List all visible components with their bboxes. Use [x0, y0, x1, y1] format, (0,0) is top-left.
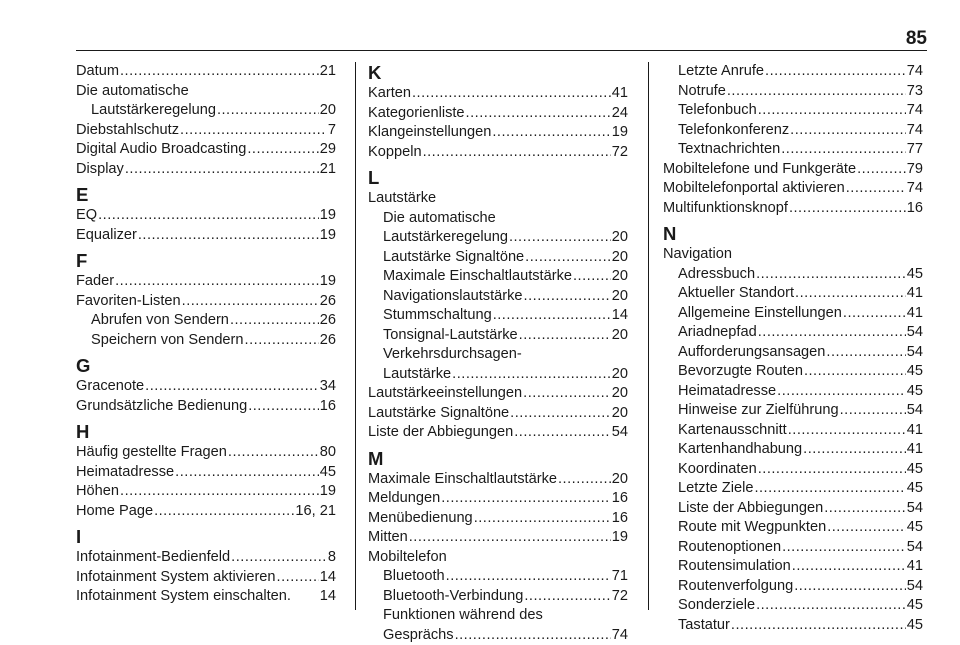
index-page-ref: 20: [612, 248, 628, 268]
index-entry-text: Gracenote: [76, 377, 144, 397]
index-heading-line: Navigation: [663, 245, 923, 265]
index-entry[interactable]: [663, 121, 923, 141]
index-entry[interactable]: [663, 82, 923, 102]
index-entry-text: Lautstärkeregelung: [383, 228, 508, 248]
index-leader-dots: [758, 323, 906, 343]
index-page-ref: 20: [612, 365, 628, 385]
index-leader-dots: [781, 140, 906, 160]
index-entry[interactable]: [368, 384, 628, 404]
index-entry-text: Heimatadresse: [678, 382, 776, 402]
index-page-ref: 74: [907, 121, 923, 141]
index-leader-dots: [180, 121, 327, 141]
index-page-ref: 41: [907, 440, 923, 460]
index-entry-text: Mobiltelefonportal aktivieren: [663, 179, 845, 199]
index-leader-dots: [466, 104, 611, 124]
index-letter-heading: I: [76, 526, 336, 548]
index-heading-line: Lautstärke: [368, 189, 628, 209]
index-page-ref: 73: [907, 82, 923, 102]
index-page-ref: 45: [907, 265, 923, 285]
index-page-ref: 24: [612, 104, 628, 124]
header-rule: [76, 50, 927, 51]
index-page-ref: 20: [612, 267, 628, 287]
index-entry-text: Digital Audio Broadcasting: [76, 140, 246, 160]
index-leader-dots: [412, 84, 611, 104]
index-entry-text: EQ: [76, 206, 97, 226]
index-page-ref: 41: [907, 421, 923, 441]
index-entry-text: Lautstärkeeinstellungen: [368, 384, 522, 404]
index-page-ref: 54: [907, 499, 923, 519]
index-leader-dots: [441, 489, 611, 509]
index-entry-text: Aktueller Standort: [678, 284, 794, 304]
index-entry-text: Multifunktionsknopf: [663, 199, 788, 219]
index-entry[interactable]: [76, 311, 336, 331]
index-leader-dots: [846, 179, 906, 199]
index-leader-dots: [525, 248, 611, 268]
index-leader-dots: [758, 101, 906, 121]
index-entry[interactable]: [368, 123, 628, 143]
index-entry[interactable]: [663, 284, 923, 304]
index-letter-heading: M: [368, 448, 628, 470]
index-leader-dots: [789, 199, 906, 219]
index-page-ref: 16: [320, 397, 336, 417]
index-leader-dots: [455, 626, 611, 645]
index-entry[interactable]: [663, 616, 923, 636]
index-leader-dots: [423, 143, 611, 163]
index-entry[interactable]: [76, 377, 336, 397]
index-page-ref: 54: [612, 423, 628, 443]
index-entry-text: Aufforderungsansagen: [678, 343, 825, 363]
index-entry[interactable]: [663, 343, 923, 363]
index-leader-dots: [474, 509, 611, 529]
index-entry[interactable]: [663, 362, 923, 382]
index-entry-text: Klangeinstellungen: [368, 123, 491, 143]
index-page-ref: 26: [320, 311, 336, 331]
index-leader-dots: [523, 384, 611, 404]
index-page-ref: 54: [907, 577, 923, 597]
index-page-ref: 74: [907, 179, 923, 199]
index-page-ref: 54: [907, 401, 923, 421]
index-entry-text: Mobiltelefone und Funkgeräte: [663, 160, 856, 180]
index-entry-text: Grundsätzliche Bedienung: [76, 397, 247, 417]
index-heading-line: Funktionen während des: [368, 606, 628, 626]
index-entry-text: Datum: [76, 62, 119, 82]
index-leader-dots: [228, 443, 319, 463]
index-entry[interactable]: [76, 140, 336, 160]
index-column-3: [663, 62, 923, 635]
index-page-ref: 19: [320, 226, 336, 246]
index-page-ref: 26: [320, 292, 336, 312]
index-page-ref: 14: [612, 306, 628, 326]
index-entry[interactable]: [368, 567, 628, 587]
index-page-ref: 41: [907, 304, 923, 324]
index-page-ref: 20: [612, 287, 628, 307]
index-leader-dots: [115, 272, 319, 292]
index-page-ref: 7: [328, 121, 336, 141]
index-entry[interactable]: [663, 479, 923, 499]
index-entry[interactable]: [76, 226, 336, 246]
index-entry[interactable]: [76, 463, 336, 483]
index-entry[interactable]: [663, 62, 923, 82]
index-entry-text: Tonsignal-Lautstärke: [383, 326, 518, 346]
index-leader-dots: [120, 482, 319, 502]
column-divider: [355, 62, 356, 610]
index-leader-dots: [492, 123, 610, 143]
index-entry-text: Allgemeine Einstellungen: [678, 304, 842, 324]
index-entry-text: Lautstärke: [383, 365, 451, 385]
index-entry[interactable]: [76, 272, 336, 292]
index-leader-dots: [758, 460, 906, 480]
index-entry[interactable]: [76, 292, 336, 312]
index-entry-text: Stummschaltung: [383, 306, 492, 326]
index-entry-text: Liste der Abbiegungen: [678, 499, 823, 519]
index-entry[interactable]: [368, 489, 628, 509]
index-leader-dots: [98, 206, 319, 226]
index-entry[interactable]: [368, 365, 628, 385]
index-leader-dots: [777, 382, 906, 402]
index-page-ref: 79: [907, 160, 923, 180]
index-entry-text: Kartenhandhabung: [678, 440, 802, 460]
index-leader-dots: [524, 287, 611, 307]
index-entry-text: Kartenausschnitt: [678, 421, 787, 441]
index-leader-dots: [840, 401, 906, 421]
index-leader-dots: [524, 587, 610, 607]
index-leader-dots: [145, 377, 319, 397]
index-entry[interactable]: [368, 287, 628, 307]
index-page-ref: 74: [907, 101, 923, 121]
index-entry-text: Display: [76, 160, 124, 180]
index-entry-text: Fader: [76, 272, 114, 292]
index-page-ref: 19: [320, 482, 336, 502]
index-leader-dots: [493, 306, 611, 326]
index-leader-dots: [857, 160, 906, 180]
index-entry-text: Home Page: [76, 502, 153, 522]
index-page-ref: 45: [907, 596, 923, 616]
index-entry-text: Häufig gestellte Fragen: [76, 443, 227, 463]
index-leader-dots: [231, 548, 327, 568]
index-entry[interactable]: [368, 470, 628, 490]
index-entry-text: Letzte Anrufe: [678, 62, 764, 82]
index-entry[interactable]: [368, 423, 628, 443]
index-entry-text: Sonderziele: [678, 596, 755, 616]
index-page-ref: 20: [320, 101, 336, 121]
index-entry-text: Maximale Einschaltlautstärke: [368, 470, 557, 490]
index-heading-line: Mobiltelefon: [368, 548, 628, 568]
index-entry-text: Koordinaten: [678, 460, 757, 480]
index-page-ref: 16: [612, 509, 628, 529]
index-entry[interactable]: [663, 460, 923, 480]
index-leader-dots: [120, 62, 319, 82]
index-entry-text: Notrufe: [678, 82, 726, 102]
index-entry[interactable]: [76, 397, 336, 417]
index-leader-dots: [138, 226, 319, 246]
index-entry[interactable]: [663, 179, 923, 199]
index-page-ref: 74: [907, 62, 923, 82]
index-page-ref: 14: [320, 587, 336, 607]
index-entry[interactable]: [76, 331, 336, 351]
index-entry[interactable]: [368, 626, 628, 645]
index-entry-text: Bluetooth: [383, 567, 445, 587]
index-leader-dots: [765, 62, 906, 82]
index-page-ref: 45: [320, 463, 336, 483]
index-entry[interactable]: [76, 121, 336, 141]
index-entry[interactable]: [76, 587, 336, 607]
index-page-ref: 71: [612, 567, 628, 587]
index-page-ref: 34: [320, 377, 336, 397]
index-entry[interactable]: [663, 304, 923, 324]
index-entry-text: Höhen: [76, 482, 119, 502]
index-entry-text: Equalizer: [76, 226, 137, 246]
index-page-ref: 19: [612, 123, 628, 143]
index-page-ref: 8: [328, 548, 336, 568]
index-entry[interactable]: [76, 206, 336, 226]
index-entry[interactable]: [76, 160, 336, 180]
index-page-ref: 72: [612, 587, 628, 607]
index-leader-dots: [756, 265, 906, 285]
index-entry-text: Lautstärke Signaltöne: [368, 404, 509, 424]
index-page-ref: 41: [612, 84, 628, 104]
index-page-ref: 19: [612, 528, 628, 548]
index-entry[interactable]: [368, 528, 628, 548]
index-entry-text: Ariadnepfad: [678, 323, 757, 343]
index-page-ref: 16, 21: [295, 502, 336, 522]
index-leader-dots: [731, 616, 906, 636]
index-heading-line: Die automatische: [368, 209, 628, 229]
index-leader-dots: [217, 101, 319, 121]
index-letter-heading: L: [368, 167, 628, 189]
index-leader-dots: [558, 470, 611, 490]
index-leader-dots: [125, 160, 319, 180]
index-entry-text: Koppeln: [368, 143, 422, 163]
index-entry[interactable]: [663, 557, 923, 577]
index-entry-text: Routenoptionen: [678, 538, 781, 558]
index-page-ref: 26: [320, 331, 336, 351]
index-entry-text: Hinweise zur Zielführung: [678, 401, 839, 421]
index-page-ref: 45: [907, 518, 923, 538]
index-page-ref: 41: [907, 557, 923, 577]
index-leader-dots: [794, 577, 906, 597]
index-entry-text: Telefonbuch: [678, 101, 757, 121]
index-entry[interactable]: [663, 499, 923, 519]
index-entry[interactable]: [663, 538, 923, 558]
index-page-ref: 20: [612, 470, 628, 490]
index-leader-dots: [782, 538, 906, 558]
index-leader-dots: [182, 292, 319, 312]
index-entry-text: Adressbuch: [678, 265, 755, 285]
index-entry[interactable]: [663, 265, 923, 285]
index-letter-heading: E: [76, 184, 336, 206]
index-entry-text: Bevorzugte Routen: [678, 362, 803, 382]
index-entry[interactable]: [76, 443, 336, 463]
index-entry-text: Routensimulation: [678, 557, 791, 577]
index-page-ref: 21: [320, 62, 336, 82]
index-leader-dots: [826, 343, 905, 363]
index-entry-text: Lautstärke Signaltöne: [383, 248, 524, 268]
index-entry-text: Favoriten-Listen: [76, 292, 181, 312]
index-leader-dots: [788, 421, 906, 441]
index-entry[interactable]: [368, 143, 628, 163]
index-entry[interactable]: [663, 101, 923, 121]
index-page-ref: 20: [612, 228, 628, 248]
index-leader-dots: [409, 528, 611, 548]
index-leader-dots: [754, 479, 905, 499]
index-entry[interactable]: [663, 140, 923, 160]
index-page-ref: 80: [320, 443, 336, 463]
index-page-ref: 19: [320, 206, 336, 226]
index-entry[interactable]: [368, 306, 628, 326]
index-page-ref: 45: [907, 460, 923, 480]
index-leader-dots: [446, 567, 611, 587]
index-letter-heading: K: [368, 62, 628, 84]
index-leader-dots: [843, 304, 906, 324]
index-entry-text: Infotainment-Bedienfeld: [76, 548, 230, 568]
index-entry[interactable]: [76, 62, 336, 82]
index-page-ref: 77: [907, 140, 923, 160]
index-entry-text: Letzte Ziele: [678, 479, 753, 499]
index-entry[interactable]: [368, 587, 628, 607]
index-entry[interactable]: [368, 267, 628, 287]
index-letter-heading: N: [663, 223, 923, 245]
index-leader-dots: [804, 362, 906, 382]
index-leader-dots: [154, 502, 294, 522]
index-leader-dots: [245, 331, 319, 351]
index-page-ref: 45: [907, 479, 923, 499]
index-letter-heading: F: [76, 250, 336, 272]
index-entry[interactable]: [663, 382, 923, 402]
index-leader-dots: [573, 267, 611, 287]
index-page-ref: 54: [907, 323, 923, 343]
index-entry-text: Route mit Wegpunkten: [678, 518, 826, 538]
index-entry[interactable]: [663, 323, 923, 343]
index-entry[interactable]: [663, 518, 923, 538]
index-entry-text: Lautstärkeregelung: [91, 101, 216, 121]
index-leader-dots: [248, 397, 319, 417]
index-entry-text: Navigationslautstärke: [383, 287, 523, 307]
index-entry[interactable]: [663, 401, 923, 421]
index-page-ref: 72: [612, 143, 628, 163]
index-entry[interactable]: [76, 568, 336, 588]
index-leader-dots: [519, 326, 611, 346]
index-column-2: [368, 62, 628, 645]
index-page-ref: 19: [320, 272, 336, 292]
column-divider: [648, 62, 649, 610]
index-entry-text: Liste der Abbiegungen: [368, 423, 513, 443]
index-entry[interactable]: [368, 248, 628, 268]
index-entry-text: Meldungen: [368, 489, 440, 509]
index-page-ref: 54: [907, 343, 923, 363]
index-leader-dots: [175, 463, 319, 483]
index-entry[interactable]: [663, 577, 923, 597]
index-column-1: [76, 62, 336, 607]
index-leader-dots: [792, 557, 906, 577]
index-heading-line: Die automatische: [76, 82, 336, 102]
index-entry[interactable]: [663, 440, 923, 460]
index-entry-text: Abrufen von Sendern: [91, 311, 229, 331]
index-entry-text: Bluetooth-Verbindung: [383, 587, 523, 607]
index-leader-dots: [230, 311, 319, 331]
index-page-ref: 74: [612, 626, 628, 645]
index-leader-dots: [510, 404, 611, 424]
index-entry-text: Mitten: [368, 528, 408, 548]
index-entry[interactable]: [368, 326, 628, 346]
index-page-ref: 45: [907, 616, 923, 636]
index-entry-text: Infotainment System aktivieren: [76, 568, 276, 588]
index-heading-line: Verkehrsdurchsagen-: [368, 345, 628, 365]
index-entry[interactable]: [663, 421, 923, 441]
index-entry-text: Routenverfolgung: [678, 577, 793, 597]
index-page-ref: 20: [612, 326, 628, 346]
index-entry-text: Telefonkonferenz: [678, 121, 789, 141]
index-leader-dots: [824, 499, 906, 519]
index-entry-text: Karten: [368, 84, 411, 104]
index-entry[interactable]: [368, 404, 628, 424]
index-entry[interactable]: [76, 101, 336, 121]
index-entry[interactable]: [663, 199, 923, 219]
index-page-ref: 41: [907, 284, 923, 304]
index-entry-text: Tastatur: [678, 616, 730, 636]
page-number: 85: [906, 28, 927, 50]
index-page-ref: 45: [907, 382, 923, 402]
index-entry-text: Textnachrichten: [678, 140, 780, 160]
index-entry[interactable]: [76, 502, 336, 522]
index-entry[interactable]: [368, 84, 628, 104]
index-leader-dots: [277, 568, 319, 588]
index-entry[interactable]: [368, 228, 628, 248]
index-entry[interactable]: [76, 548, 336, 568]
index-leader-dots: [247, 140, 318, 160]
index-leader-dots: [795, 284, 906, 304]
index-page-ref: 29: [320, 140, 336, 160]
index-leader-dots: [756, 596, 906, 616]
index-page-ref: 14: [320, 568, 336, 588]
index-entry-text: Menübedienung: [368, 509, 473, 529]
index-entry-text: Infotainment System einschalten.: [76, 587, 291, 607]
index-page-ref: 16: [907, 199, 923, 219]
index-page-ref: 20: [612, 384, 628, 404]
index-entry[interactable]: [663, 596, 923, 616]
index-leader-dots: [827, 518, 906, 538]
index-page-ref: 45: [907, 362, 923, 382]
index-leader-dots: [514, 423, 611, 443]
index-entry-text: Speichern von Sendern: [91, 331, 244, 351]
index-entry[interactable]: [76, 482, 336, 502]
index-page-ref: 20: [612, 404, 628, 424]
index-page-ref: 21: [320, 160, 336, 180]
index-entry[interactable]: [368, 104, 628, 124]
index-entry[interactable]: [368, 509, 628, 529]
index-entry-text: Maximale Einschaltlautstärke: [383, 267, 572, 287]
index-leader-dots: [803, 440, 906, 460]
index-page-ref: 16: [612, 489, 628, 509]
index-entry-text: Kategorienliste: [368, 104, 465, 124]
index-leader-dots: [790, 121, 906, 141]
index-leader-dots: [727, 82, 906, 102]
index-leader-dots: [452, 365, 611, 385]
index-letter-heading: G: [76, 355, 336, 377]
index-entry-text: Gesprächs: [383, 626, 454, 645]
index-leader-dots: [509, 228, 611, 248]
index-entry-text: Diebstahlschutz: [76, 121, 179, 141]
index-page-ref: 54: [907, 538, 923, 558]
index-entry[interactable]: [663, 160, 923, 180]
index-letter-heading: H: [76, 421, 336, 443]
index-entry-text: Heimatadresse: [76, 463, 174, 483]
